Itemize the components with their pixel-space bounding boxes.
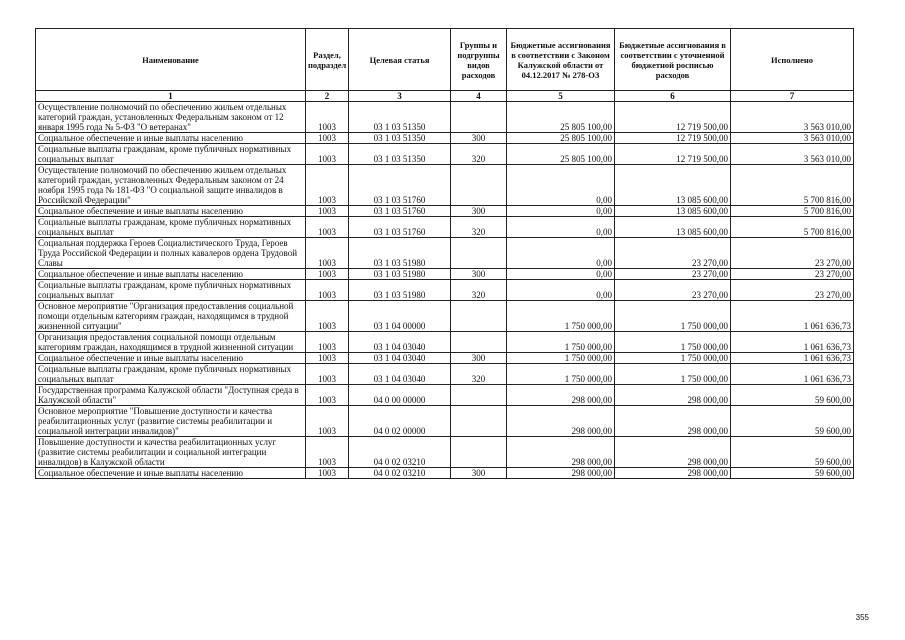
row-executed-amount: 1 061 636,73 [731,353,854,364]
row-revised-amount: 13 085 600,00 [615,217,731,238]
row-revised-amount: 23 270,00 [615,269,731,280]
row-target-article: 03 1 04 00000 [349,301,451,332]
row-name: Социальные выплаты гражданам, кроме публичных нормативных социальных выплат [36,280,306,301]
row-expense-group: 300 [451,468,507,479]
row-executed-amount: 23 270,00 [731,238,854,269]
row-law-amount: 298 000,00 [507,406,615,437]
row-law-amount: 25 805 100,00 [507,133,615,144]
row-revised-amount: 12 719 500,00 [615,102,731,133]
row-section: 1003 [306,269,349,280]
row-revised-amount: 1 750 000,00 [615,353,731,364]
row-law-amount: 298 000,00 [507,468,615,479]
row-target-article: 04 0 00 00000 [349,385,451,406]
column-number: 5 [507,91,615,102]
row-expense-group [451,165,507,206]
row-executed-amount: 1 061 636,73 [731,332,854,353]
row-expense-group [451,385,507,406]
row-target-article: 03 1 03 51350 [349,102,451,133]
row-target-article: 03 1 03 51760 [349,217,451,238]
row-target-article: 03 1 04 03040 [349,332,451,353]
table-row [36,165,854,206]
row-section: 1003 [306,133,349,144]
page-number: 355 [855,613,869,622]
row-section: 1003 [306,437,349,468]
table-row [36,217,854,238]
row-law-amount: 0,00 [507,280,615,301]
row-law-amount: 1 750 000,00 [507,332,615,353]
row-executed-amount: 59 600,00 [731,468,854,479]
row-law-amount: 0,00 [507,165,615,206]
row-name: Основное мероприятие "Организация предоставления социальной помощи отдельным категориям граждан, находящимся в трудной жизненной ситуации" [36,301,306,332]
table-row [36,206,854,217]
row-expense-group: 320 [451,364,507,385]
row-revised-amount: 23 270,00 [615,280,731,301]
row-target-article: 03 1 03 51350 [349,133,451,144]
budget-table [35,28,854,479]
row-name: Организация предоставления социальной помощи отдельным категориям граждан, находящимся в трудной жизненной ситуации [36,332,306,353]
row-expense-group: 300 [451,133,507,144]
row-law-amount: 1 750 000,00 [507,353,615,364]
row-law-amount: 1 750 000,00 [507,364,615,385]
row-name: Социальная поддержка Героев Социалистического Труда, Героев Труда Российской Федерации и полных кавалеров ордена Трудовой Славы [36,238,306,269]
table-row [36,269,854,280]
row-executed-amount: 5 700 816,00 [731,217,854,238]
row-revised-amount: 1 750 000,00 [615,332,731,353]
row-target-article: 04 0 02 03210 [349,468,451,479]
row-section: 1003 [306,238,349,269]
row-revised-amount: 298 000,00 [615,406,731,437]
row-section: 1003 [306,353,349,364]
row-expense-group [451,437,507,468]
row-law-amount: 0,00 [507,206,615,217]
row-executed-amount: 23 270,00 [731,280,854,301]
column-number: 4 [451,91,507,102]
row-expense-group [451,332,507,353]
row-section: 1003 [306,468,349,479]
column-number: 3 [349,91,451,102]
row-executed-amount: 23 270,00 [731,269,854,280]
row-name: Государственная программа Калужской области "Доступная среда в Калужской области" [36,385,306,406]
row-executed-amount: 3 563 010,00 [731,133,854,144]
header-groups: Группы и подгруппы видов расходов [451,29,507,91]
row-executed-amount: 5 700 816,00 [731,165,854,206]
row-target-article: 03 1 03 51350 [349,144,451,165]
row-section: 1003 [306,385,349,406]
row-executed-amount: 5 700 816,00 [731,206,854,217]
row-section: 1003 [306,332,349,353]
row-expense-group: 320 [451,144,507,165]
row-section: 1003 [306,102,349,133]
table-header-row [36,29,854,91]
table-row [36,332,854,353]
table-body [36,102,854,479]
row-law-amount: 0,00 [507,217,615,238]
row-law-amount: 298 000,00 [507,437,615,468]
row-section: 1003 [306,144,349,165]
table-row [36,364,854,385]
row-expense-group [451,301,507,332]
table-row [36,102,854,133]
table-row [36,301,854,332]
row-revised-amount: 1 750 000,00 [615,301,731,332]
row-name: Социальное обеспечение и иные выплаты населению [36,133,306,144]
row-target-article: 03 1 04 03040 [349,364,451,385]
row-law-amount: 298 000,00 [507,385,615,406]
row-revised-amount: 13 085 600,00 [615,165,731,206]
row-name: Социальные выплаты гражданам, кроме публичных нормативных социальных выплат [36,364,306,385]
row-expense-group: 320 [451,280,507,301]
row-target-article: 03 1 03 51980 [349,280,451,301]
row-executed-amount: 1 061 636,73 [731,364,854,385]
row-name: Социальные выплаты гражданам, кроме публичных нормативных социальных выплат [36,217,306,238]
row-section: 1003 [306,206,349,217]
row-section: 1003 [306,280,349,301]
row-target-article: 04 0 02 03210 [349,437,451,468]
row-target-article: 03 1 03 51760 [349,165,451,206]
row-target-article: 04 0 02 00000 [349,406,451,437]
header-executed: Исполнено [731,29,854,91]
row-target-article: 03 1 03 51980 [349,238,451,269]
row-law-amount: 25 805 100,00 [507,144,615,165]
header-target: Целевая статья [349,29,451,91]
row-executed-amount: 1 061 636,73 [731,301,854,332]
row-law-amount: 1 750 000,00 [507,301,615,332]
row-revised-amount: 298 000,00 [615,385,731,406]
row-revised-amount: 1 750 000,00 [615,364,731,385]
row-expense-group: 300 [451,206,507,217]
column-number: 7 [731,91,854,102]
row-section: 1003 [306,364,349,385]
row-executed-amount: 59 600,00 [731,406,854,437]
document-page [35,28,853,479]
row-law-amount: 0,00 [507,269,615,280]
row-executed-amount: 59 600,00 [731,385,854,406]
row-expense-group: 300 [451,269,507,280]
table-row [36,353,854,364]
row-section: 1003 [306,406,349,437]
row-name: Осуществление полномочий по обеспечению жильем отдельных категорий граждан, установленных Федеральным законом от 12 января 1995 года № 5-ФЗ "О ветеранах" [36,102,306,133]
table-row [36,406,854,437]
row-revised-amount: 298 000,00 [615,468,731,479]
row-expense-group: 300 [451,353,507,364]
row-name: Социальное обеспечение и иные выплаты населению [36,353,306,364]
row-expense-group: 320 [451,217,507,238]
row-revised-amount: 23 270,00 [615,238,731,269]
table-row [36,468,854,479]
row-revised-amount: 12 719 500,00 [615,144,731,165]
column-number-row [36,91,854,102]
row-name: Социальное обеспечение и иные выплаты населению [36,206,306,217]
row-section: 1003 [306,301,349,332]
row-name: Социальное обеспечение и иные выплаты населению [36,269,306,280]
row-revised-amount: 13 085 600,00 [615,206,731,217]
table-row [36,144,854,165]
table-row [36,133,854,144]
row-target-article: 03 1 04 03040 [349,353,451,364]
header-name: Наименование [36,29,306,91]
table-row [36,385,854,406]
row-name: Осуществление полномочий по обеспечению жильем отдельных категорий граждан, установленных Федеральным законом от 24 ноября 1995 года № 181-ФЗ "О социальной защите инвалидов в Российской Федерации" [36,165,306,206]
row-expense-group [451,238,507,269]
row-expense-group [451,406,507,437]
row-target-article: 03 1 03 51760 [349,206,451,217]
row-expense-group [451,102,507,133]
row-revised-amount: 298 000,00 [615,437,731,468]
table-row [36,437,854,468]
row-law-amount: 25 805 100,00 [507,102,615,133]
row-executed-amount: 3 563 010,00 [731,144,854,165]
row-revised-amount: 12 719 500,00 [615,133,731,144]
row-law-amount: 0,00 [507,238,615,269]
column-number: 6 [615,91,731,102]
table-row [36,238,854,269]
row-name: Социальное обеспечение и иные выплаты населению [36,468,306,479]
row-section: 1003 [306,217,349,238]
header-law: Бюджетные ассигнования в соответствии с Законом Калужской области от 04.12.2017 № 278-ОЗ [507,29,615,91]
row-name: Повышение доступности и качества реабилитационных услуг (развитие системы реабилитации и социальной интеграции инвалидов) в Калужской области [36,437,306,468]
header-revised: Бюджетные ассигнования в соответствии с уточненной бюджетной росписью расходов [615,29,731,91]
column-number: 1 [36,91,306,102]
table-row [36,280,854,301]
column-number: 2 [306,91,349,102]
header-section: Раздел, подраздел [306,29,349,91]
row-executed-amount: 3 563 010,00 [731,102,854,133]
row-name: Основное мероприятие "Повышение доступности и качества реабилитационных услуг (развитие системы реабилитации и социальной интеграции инвалидов)" [36,406,306,437]
row-target-article: 03 1 03 51980 [349,269,451,280]
row-executed-amount: 59 600,00 [731,437,854,468]
row-section: 1003 [306,165,349,206]
row-name: Социальные выплаты гражданам, кроме публичных нормативных социальных выплат [36,144,306,165]
